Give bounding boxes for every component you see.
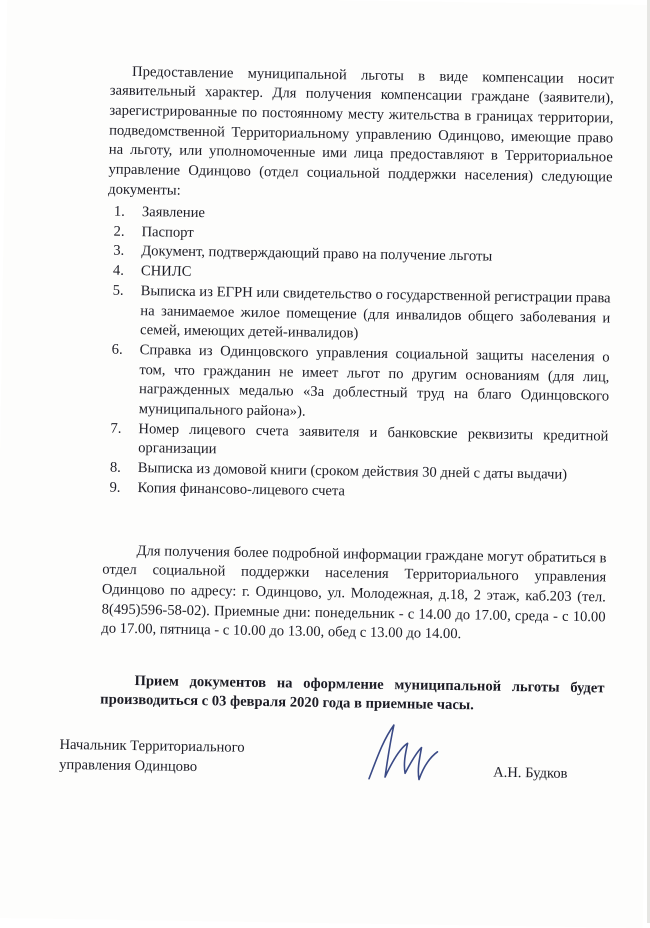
document-item-text: Выписка из домовой книги (сроком действия 30 дней с даты выдачи) [137, 460, 568, 483]
info-paragraph: Для получения более подробной информации граждане могут обратиться в отдел социальной поддержки населения Территориального управления Одинцово по адресу: г. Одинцово, ул. Молодежная, д.18, 2 этаж, каб.203 (тел. 8(495)596-58-02). Приемные дни: понедельник - с 14.00 до 17.00, среда - с 10.00 до 17.00, пятница - с 10.00 до 13.00, обед с 13.00 до 14.00. [101, 542, 607, 643]
document-item-number: 2. [113, 223, 125, 240]
document-item-text: Заявление [141, 204, 206, 222]
documents-list [103, 203, 612, 506]
document-item-number: 5. [112, 282, 124, 299]
document-item-number: 6. [111, 341, 123, 358]
signatory-position-line2: управления Одинцово [59, 756, 198, 775]
document-item-text: Справка из Одинцовского управления социальной защиты населения о том, что гражданин не имеет льгот по другим основаниям (для лиц, награжденных медалью «За доблестный труд на благо Одинцовского муниципального района»). [138, 341, 610, 420]
document-item-number: 8. [109, 459, 121, 476]
notice-paragraph: Прием документов на оформление муниципальной льготы будет производиться с 03 февраля 2020 года в приемные часы. [100, 672, 605, 714]
document-item-text: Копия финансово-лицевого счета [137, 479, 346, 500]
document-item-text: Выписка из ЕГРН или свидетельство о государственной регистрации права на занимаемое жилое помещение (для инвалидов общего заболевания и семей, имеющих детей-инвалидов) [139, 282, 611, 342]
document-item [105, 340, 610, 427]
document-item-number: 9. [109, 479, 121, 496]
intro-paragraph: Предоставление муниципальной льготы в виде компенсации носит заявительный характер. Для получения компенсации граждане (заявители), зарегистрированные по постоянному месту жительства в границах территории, подведомственной Территориальному управлению Одинцово, имеющие право на льготу, или уполномоченные ими лица предоставляют в Территориальное управление Одинцово (отдел социальной поддержки населения) следующие документы: [108, 63, 615, 199]
document-item [106, 281, 611, 348]
document-item-number: 1. [113, 203, 125, 220]
signatory-name: А.Н. Будков [493, 764, 568, 782]
document-item-text: Номер лицевого счета заявителя и банковские реквизиты кредитной организации [138, 420, 609, 458]
document-item-text: Паспорт [141, 223, 194, 241]
document-item-text: СНИЛС [140, 263, 192, 280]
signatory-position-line1: Начальник Территориального [59, 736, 245, 756]
document-item-text: Документ, подтверждающий право на получение льготы [141, 243, 493, 266]
signatory-position [59, 736, 290, 779]
document-item-number: 7. [110, 420, 122, 437]
document-item-number: 3. [113, 243, 125, 260]
handwritten-signature-icon [363, 717, 444, 788]
document-item-number: 4. [112, 262, 125, 279]
